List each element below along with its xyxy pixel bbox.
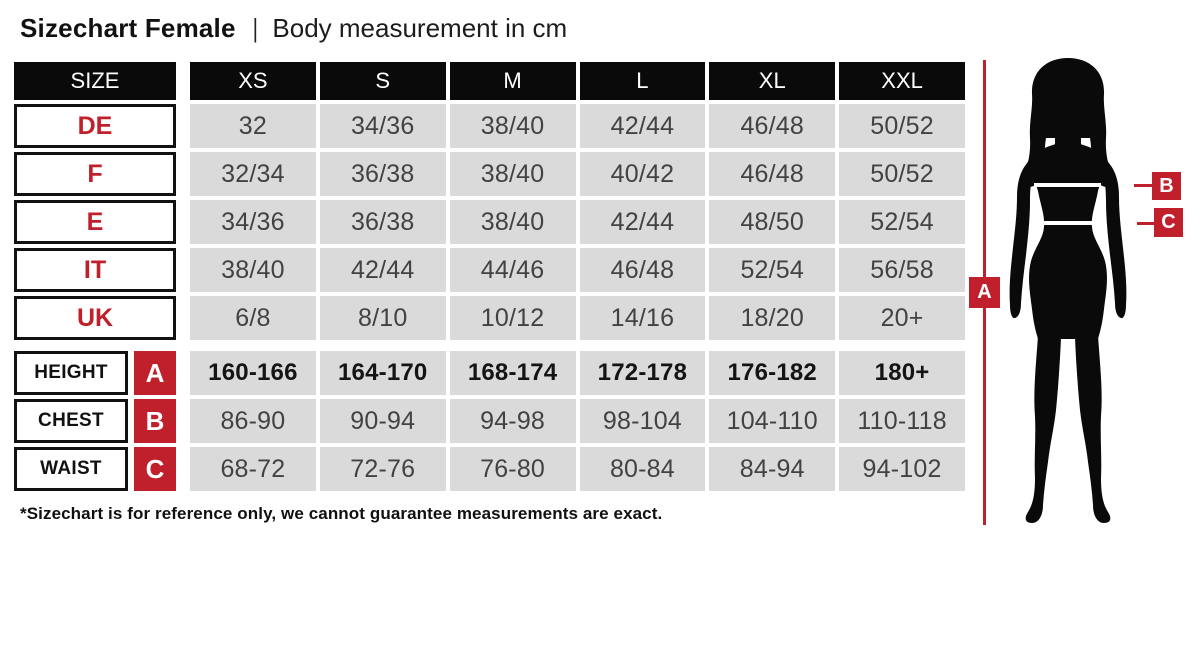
column-spacer [180, 200, 186, 244]
figure-chest-badge: B [1152, 172, 1181, 200]
size-value-cell: 46/48 [709, 104, 835, 148]
size-value-cell: 36/38 [320, 152, 446, 196]
measurement-value-cell: 180+ [839, 351, 965, 395]
size-column-header: XS [190, 62, 316, 100]
region-size-rows [14, 104, 965, 340]
size-column-header: XXL [839, 62, 965, 100]
size-value-cell: 20+ [839, 296, 965, 340]
measurement-value-cell: 176-182 [709, 351, 835, 395]
size-value-cell: 34/36 [190, 200, 316, 244]
size-value-cell: 38/40 [450, 152, 576, 196]
right-leg-shape [1075, 336, 1110, 523]
size-value-cell: 40/42 [580, 152, 706, 196]
measurement-value-cell: 160-166 [190, 351, 316, 395]
size-value-cell: 46/48 [709, 152, 835, 196]
column-spacer [180, 104, 186, 148]
measurement-value-cell: 172-178 [580, 351, 706, 395]
region-row [14, 104, 965, 148]
region-label: IT [14, 248, 176, 292]
measurement-label-group [14, 351, 176, 395]
size-value-cell: 52/54 [839, 200, 965, 244]
size-value-cell: 32 [190, 104, 316, 148]
title-main: Sizechart Female [20, 13, 236, 43]
title-separator: | [252, 13, 258, 43]
measurement-label: HEIGHT [14, 351, 128, 395]
measurement-rows [14, 351, 965, 491]
measurement-value-cell: 80-84 [580, 447, 706, 491]
measurement-value-cell: 76-80 [450, 447, 576, 491]
measurement-value-cell: 86-90 [190, 399, 316, 443]
column-spacer [180, 248, 186, 292]
measurement-label: WAIST [14, 447, 128, 491]
measurement-value-cell: 84-94 [709, 447, 835, 491]
figure-height-badge: A [969, 277, 1000, 308]
size-value-cell: 52/54 [709, 248, 835, 292]
figure-waist-badge: C [1154, 208, 1183, 237]
marker-badge: C [134, 447, 176, 491]
size-value-cell: 36/38 [320, 200, 446, 244]
measurement-value-cell: 98-104 [580, 399, 706, 443]
size-value-cell: 48/50 [709, 200, 835, 244]
size-column-header: XL [709, 62, 835, 100]
size-value-cell: 42/44 [580, 200, 706, 244]
measurement-row [14, 351, 965, 395]
measurement-value-cell: 164-170 [320, 351, 446, 395]
size-value-cell: 44/46 [450, 248, 576, 292]
size-column-header: L [580, 62, 706, 100]
column-spacer [180, 399, 186, 443]
size-value-cell: 18/20 [709, 296, 835, 340]
measurement-value-cell: 94-98 [450, 399, 576, 443]
marker-badge: B [134, 399, 176, 443]
measurement-label: CHEST [14, 399, 128, 443]
marker-badge: A [134, 351, 176, 395]
title-subtitle: Body measurement in cm [272, 13, 568, 43]
female-silhouette [998, 50, 1152, 528]
page-title [20, 13, 567, 44]
region-label: F [14, 152, 176, 196]
column-spacer [180, 351, 186, 395]
size-value-cell: 38/40 [450, 104, 576, 148]
size-value-cell: 38/40 [450, 200, 576, 244]
size-value-cell: 50/52 [839, 104, 965, 148]
size-value-cell: 32/34 [190, 152, 316, 196]
size-value-cell: 56/58 [839, 248, 965, 292]
column-spacer [180, 447, 186, 491]
column-spacer [180, 296, 186, 340]
size-value-cell: 38/40 [190, 248, 316, 292]
measurement-row [14, 399, 965, 443]
size-value-cell: 42/44 [320, 248, 446, 292]
size-value-cell: 14/16 [580, 296, 706, 340]
size-value-cell: 46/48 [580, 248, 706, 292]
left-leg-shape [1026, 336, 1061, 523]
size-value-cell: 50/52 [839, 152, 965, 196]
waist-measure-line [1041, 221, 1094, 225]
measurement-value-cell: 94-102 [839, 447, 965, 491]
chest-marker-connector [1134, 184, 1152, 187]
measurement-row [14, 447, 965, 491]
footnote: *Sizechart is for reference only, we cannot guarantee measurements are exact. [20, 504, 663, 523]
chest-measure-line [1034, 183, 1101, 187]
region-row [14, 152, 965, 196]
size-column-header: S [320, 62, 446, 100]
size-value-cell: 42/44 [580, 104, 706, 148]
size-value-cell: 8/10 [320, 296, 446, 340]
waist-marker-connector [1137, 222, 1154, 225]
size-value-cell: 34/36 [320, 104, 446, 148]
size-value-cell: 10/12 [450, 296, 576, 340]
size-table [14, 62, 965, 495]
region-row [14, 200, 965, 244]
measurement-value-cell: 72-76 [320, 447, 446, 491]
column-spacer [180, 62, 186, 100]
measurement-value-cell: 110-118 [839, 399, 965, 443]
region-row [14, 248, 965, 292]
female-silhouette-shape [1010, 58, 1127, 523]
region-label: UK [14, 296, 176, 340]
column-spacer [180, 152, 186, 196]
region-label: E [14, 200, 176, 244]
measurement-label-group [14, 399, 176, 443]
region-row [14, 296, 965, 340]
measurement-value-cell: 104-110 [709, 399, 835, 443]
torso-shape [1026, 144, 1110, 339]
measurement-value-cell: 168-174 [450, 351, 576, 395]
size-header-label: SIZE [14, 62, 176, 100]
measurement-value-cell: 90-94 [320, 399, 446, 443]
measurement-label-group [14, 447, 176, 491]
size-value-cell: 6/8 [190, 296, 316, 340]
size-column-header: M [450, 62, 576, 100]
measurement-value-cell: 68-72 [190, 447, 316, 491]
region-label: DE [14, 104, 176, 148]
size-header-row [14, 62, 965, 100]
